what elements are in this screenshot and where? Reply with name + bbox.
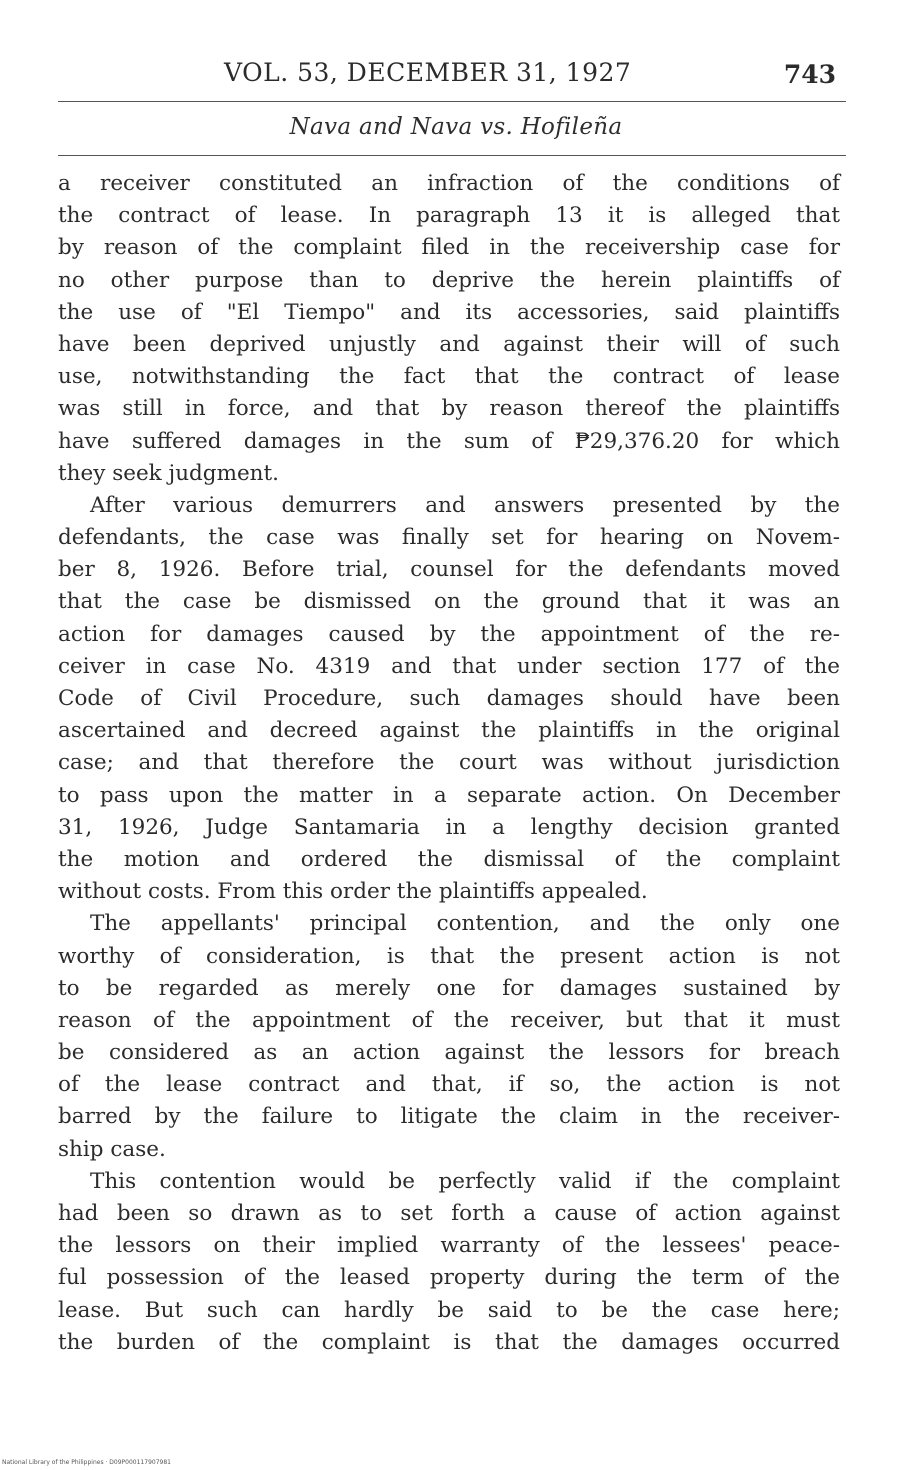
text-line: that the case be dismissed on the ground that it was an bbox=[58, 589, 840, 615]
text-line: be considered as an action against the lessors for breach bbox=[58, 1040, 840, 1066]
text-line: ceiver in case No. 4319 and that under section 177 of the bbox=[58, 653, 840, 679]
text-line: Code of Civil Procedure, such damages should have been bbox=[58, 686, 840, 711]
text-line: worthy of consideration, is that the present action is not bbox=[58, 943, 840, 969]
text-line: 31, 1926, Judge Santamaria in a lengthy decision granted bbox=[58, 814, 840, 840]
text-line: of the lease contract and that, if so, the action is not bbox=[58, 1072, 840, 1098]
text-line: the use of "El Tiempo" and its accessories, said plaintiffs bbox=[58, 299, 840, 325]
text-line: have been deprived unjustly and against their will of such bbox=[58, 331, 840, 357]
text-line: the contract of lease. In paragraph 13 it is alleged that bbox=[58, 203, 840, 229]
text-line: the burden of the complaint is that the damages occurred bbox=[58, 1329, 840, 1355]
text-line: the lessors on their implied warranty of the lessees' peace- bbox=[58, 1233, 840, 1259]
text-line: lease. But such can hardly be said to be the case here; bbox=[58, 1297, 840, 1323]
volume-date-line: VOL. 53, DECEMBER 31, 1927 bbox=[224, 58, 632, 87]
header-rule-bottom bbox=[58, 155, 846, 156]
case-title: Nava and Nava vs. Hofileña bbox=[289, 114, 623, 140]
text-line: a receiver constituted an infraction of the conditions of bbox=[58, 171, 840, 196]
body-text bbox=[58, 168, 840, 1359]
text-line: the motion and ordered the dismissal of the complaint bbox=[58, 846, 840, 872]
header-rule-top bbox=[58, 101, 846, 102]
text-line: barred by the failure to litigate the claim in the receiver- bbox=[58, 1104, 840, 1130]
text-line: to be regarded as merely one for damages sustained by bbox=[58, 975, 840, 1001]
text-line: ber 8, 1926. Before trial, counsel for the defendants moved bbox=[58, 557, 840, 583]
text-line: use, notwithstanding the fact that the contract of lease bbox=[58, 364, 840, 390]
text-line: The appellants' principal contention, and the only one bbox=[90, 911, 840, 937]
page-number: 743 bbox=[783, 60, 836, 89]
text-line: This contention would be perfectly valid if the complaint bbox=[90, 1168, 840, 1194]
text-line: they seek judgment. bbox=[58, 460, 280, 486]
text-line: ship case. bbox=[58, 1136, 166, 1162]
text-line: no other purpose than to deprive the herein plaintiffs of bbox=[58, 267, 840, 293]
text-line: case; and that therefore the court was without jurisdiction bbox=[58, 750, 840, 776]
text-line: without costs. From this order the plaintiffs appealed. bbox=[58, 879, 648, 905]
text-line: ascertained and decreed against the plaintiffs in the original bbox=[58, 718, 840, 744]
text-line: was still in force, and that by reason thereof the plaintiffs bbox=[58, 396, 840, 422]
footer-note: National Library of the Philippines · D09P000117907981 bbox=[2, 1459, 171, 1466]
text-line: had been so drawn as to set forth a cause of action against bbox=[58, 1201, 840, 1226]
text-line: to pass upon the matter in a separate action. On December bbox=[58, 782, 840, 808]
text-line: by reason of the complaint filed in the receivership case for bbox=[58, 235, 840, 261]
text-line: action for damages caused by the appointment of the re- bbox=[58, 621, 840, 647]
running-head bbox=[56, 58, 846, 98]
text-line: reason of the appointment of the receiver, but that it must bbox=[58, 1007, 840, 1033]
text-line: ful possession of the leased property during the term of the bbox=[58, 1265, 840, 1291]
text-line: After various demurrers and answers presented by the bbox=[90, 492, 840, 518]
text-line: have suffered damages in the sum of ₱29,376.20 for which bbox=[58, 428, 840, 454]
text-line: defendants, the case was finally set for hearing on Novem- bbox=[58, 525, 840, 551]
